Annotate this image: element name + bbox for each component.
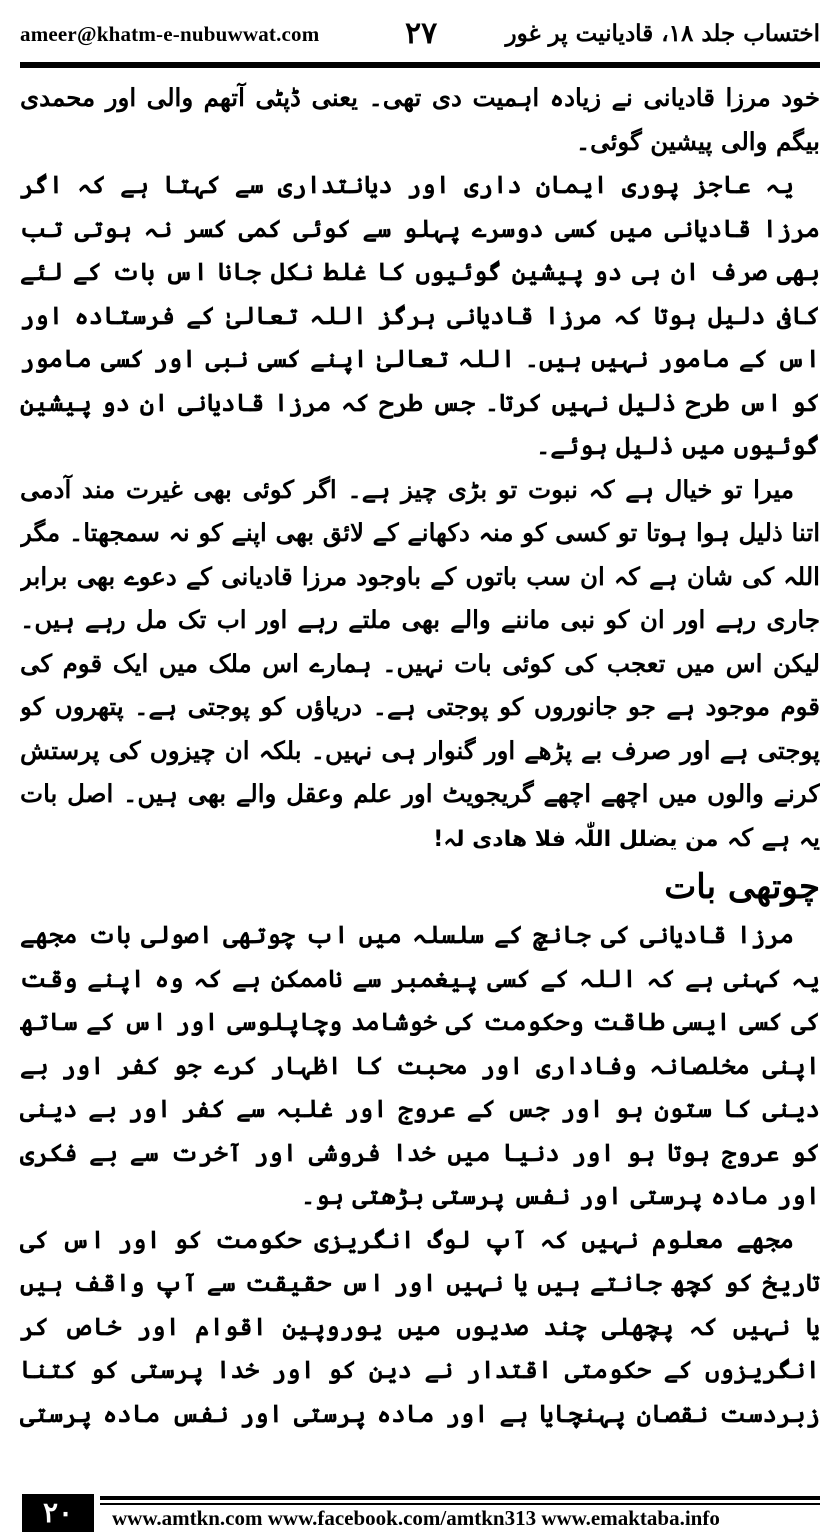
page-footer <box>0 1490 840 1540</box>
header-email: ameer@khatm-e-nubuwwat.com <box>20 22 320 46</box>
footer-rule-thick <box>100 1496 820 1500</box>
paragraph-3 <box>20 468 820 862</box>
footer-rule-thin <box>100 1503 820 1505</box>
arabic-quote: من یضلل اللّٰہ فلا ھادی لہ! <box>433 826 719 852</box>
paragraph-5: مجھے معلوم نہیں کہ آپ لوگ انگریزی حکومت کو اور اس کی تاریخ کو کچھ جانتے ہیں یا نہیں اور اس حقیقت سے آپ واقف ہیں یا نہیں کہ پچھلی چند صدیوں میں یوروپین اقوام اور خاص کر انگریزوں کے حکومتی اقتدار نے دین کو اور خدا پرستی کو کتنا زبردست نقصان پہنچایا ہے اور مادہ پرستی اور نفس مادہ پرستی <box>20 1224 820 1428</box>
footer-page-number: ۲۰ <box>22 1494 94 1532</box>
page-header <box>20 14 820 54</box>
paragraph-4: مرزا قادیانی کی جانچ کے سلسلہ میں اب چوتھی اصولی بات مجھے یہ کہنی ہے کہ اللہ کے کسی پیغمبر سے ناممکن ہے کہ وہ اپنے وقت کی کسی ایسی طاقت وحکومت کی خوشامد وچاپلوسی اور اس کے ساتھ اپنی مخلصانہ وفاداری اور محبت کا اظہار کرے جو کفر اور بے دینی کا ستون ہو اور جس کے عروج اور غلبہ سے کفر اور بے دینی کو عروج ہوتا ہو اور دنیا میں خدا فروشی اور آخرت سے بے فکری اور مادہ پرستی اور نفس پرستی بڑھتی ہو۔ <box>20 920 820 1210</box>
header-page-number: ۲۷ <box>405 16 438 51</box>
header-book-title: اختساب جلد ۱۸، قادیانیت پر غور <box>505 20 820 47</box>
page-content <box>20 76 820 1436</box>
section-heading: چوتھی بات <box>664 867 820 907</box>
paragraph-1: خود مرزا قادیانی نے زیادہ اہمیت دی تھی۔ یعنی ڈپٹی آتھم والی اور محمدی بیگم والی پیشین گوئی۔ <box>20 83 820 156</box>
paragraph-3-text: میرا تو خیال ہے کہ نبوت تو بڑی چیز ہے۔ اگر کوئی بھی غیرت مند آدمی اتنا ذلیل ہوا ہوتا تو کسی کو منہ دکھانے کے لائق بھی اپنے کو نہ سمجھتا۔ مگر اللہ کی شان ہے کہ ان سب باتوں کے باوجود مرزا قادیانی کے دعوے بھی برابر جاری رہے اور ان کو نبی ماننے والے بھی ملتے رہے اور اب تک مل رہے ہیں۔ لیکن اس میں تعجب کی کوئی بات نہیں۔ ہمارے اس ملک میں ایک قوم کی قوم موجود ہے جو جانوروں کو پوجتی ہے۔ دریاؤں کو پوجتی ہے۔ پتھروں کو پوجتی ہے اور صرف بے پڑھے اور گنوار ہی نہیں۔ بلکہ ان چیزوں کی پرستش کرنے والوں میں اچھے اچھے گریجویٹ اور علم وعقل والے بھی ہیں۔ اصل بات یہ ہے کہ <box>20 474 820 852</box>
paragraph-2: یہ عاجز پوری ایمان داری اور دیانتداری سے کہتا ہے کہ اگر مرزا قادیانی میں کسی دوسرے پہلو سے کوئی کمی کسر نہ ہوتی تب بھی صرف ان ہی دو پیشین گوئیوں کا غلط نکل جانا اس بات کے لئے کافی دلیل ہوتا کہ مرزا قادیانی ہرگز اللہ تعالیٰ کے فرستادہ اور اس کے مامور نہیں ہیں۔ اللہ تعالیٰ اپنے کسی نبی اور کسی مامور کو اس طرح ذلیل نہیں کرتا۔ جس طرح کہ مرزا قادیانی ان دو پیشین گوئیوں میں ذلیل ہوئے۔ <box>20 170 820 460</box>
header-rule <box>20 62 820 68</box>
footer-links[interactable]: www.amtkn.com www.facebook.com/amtkn313 www.emaktaba.info <box>112 1506 720 1530</box>
